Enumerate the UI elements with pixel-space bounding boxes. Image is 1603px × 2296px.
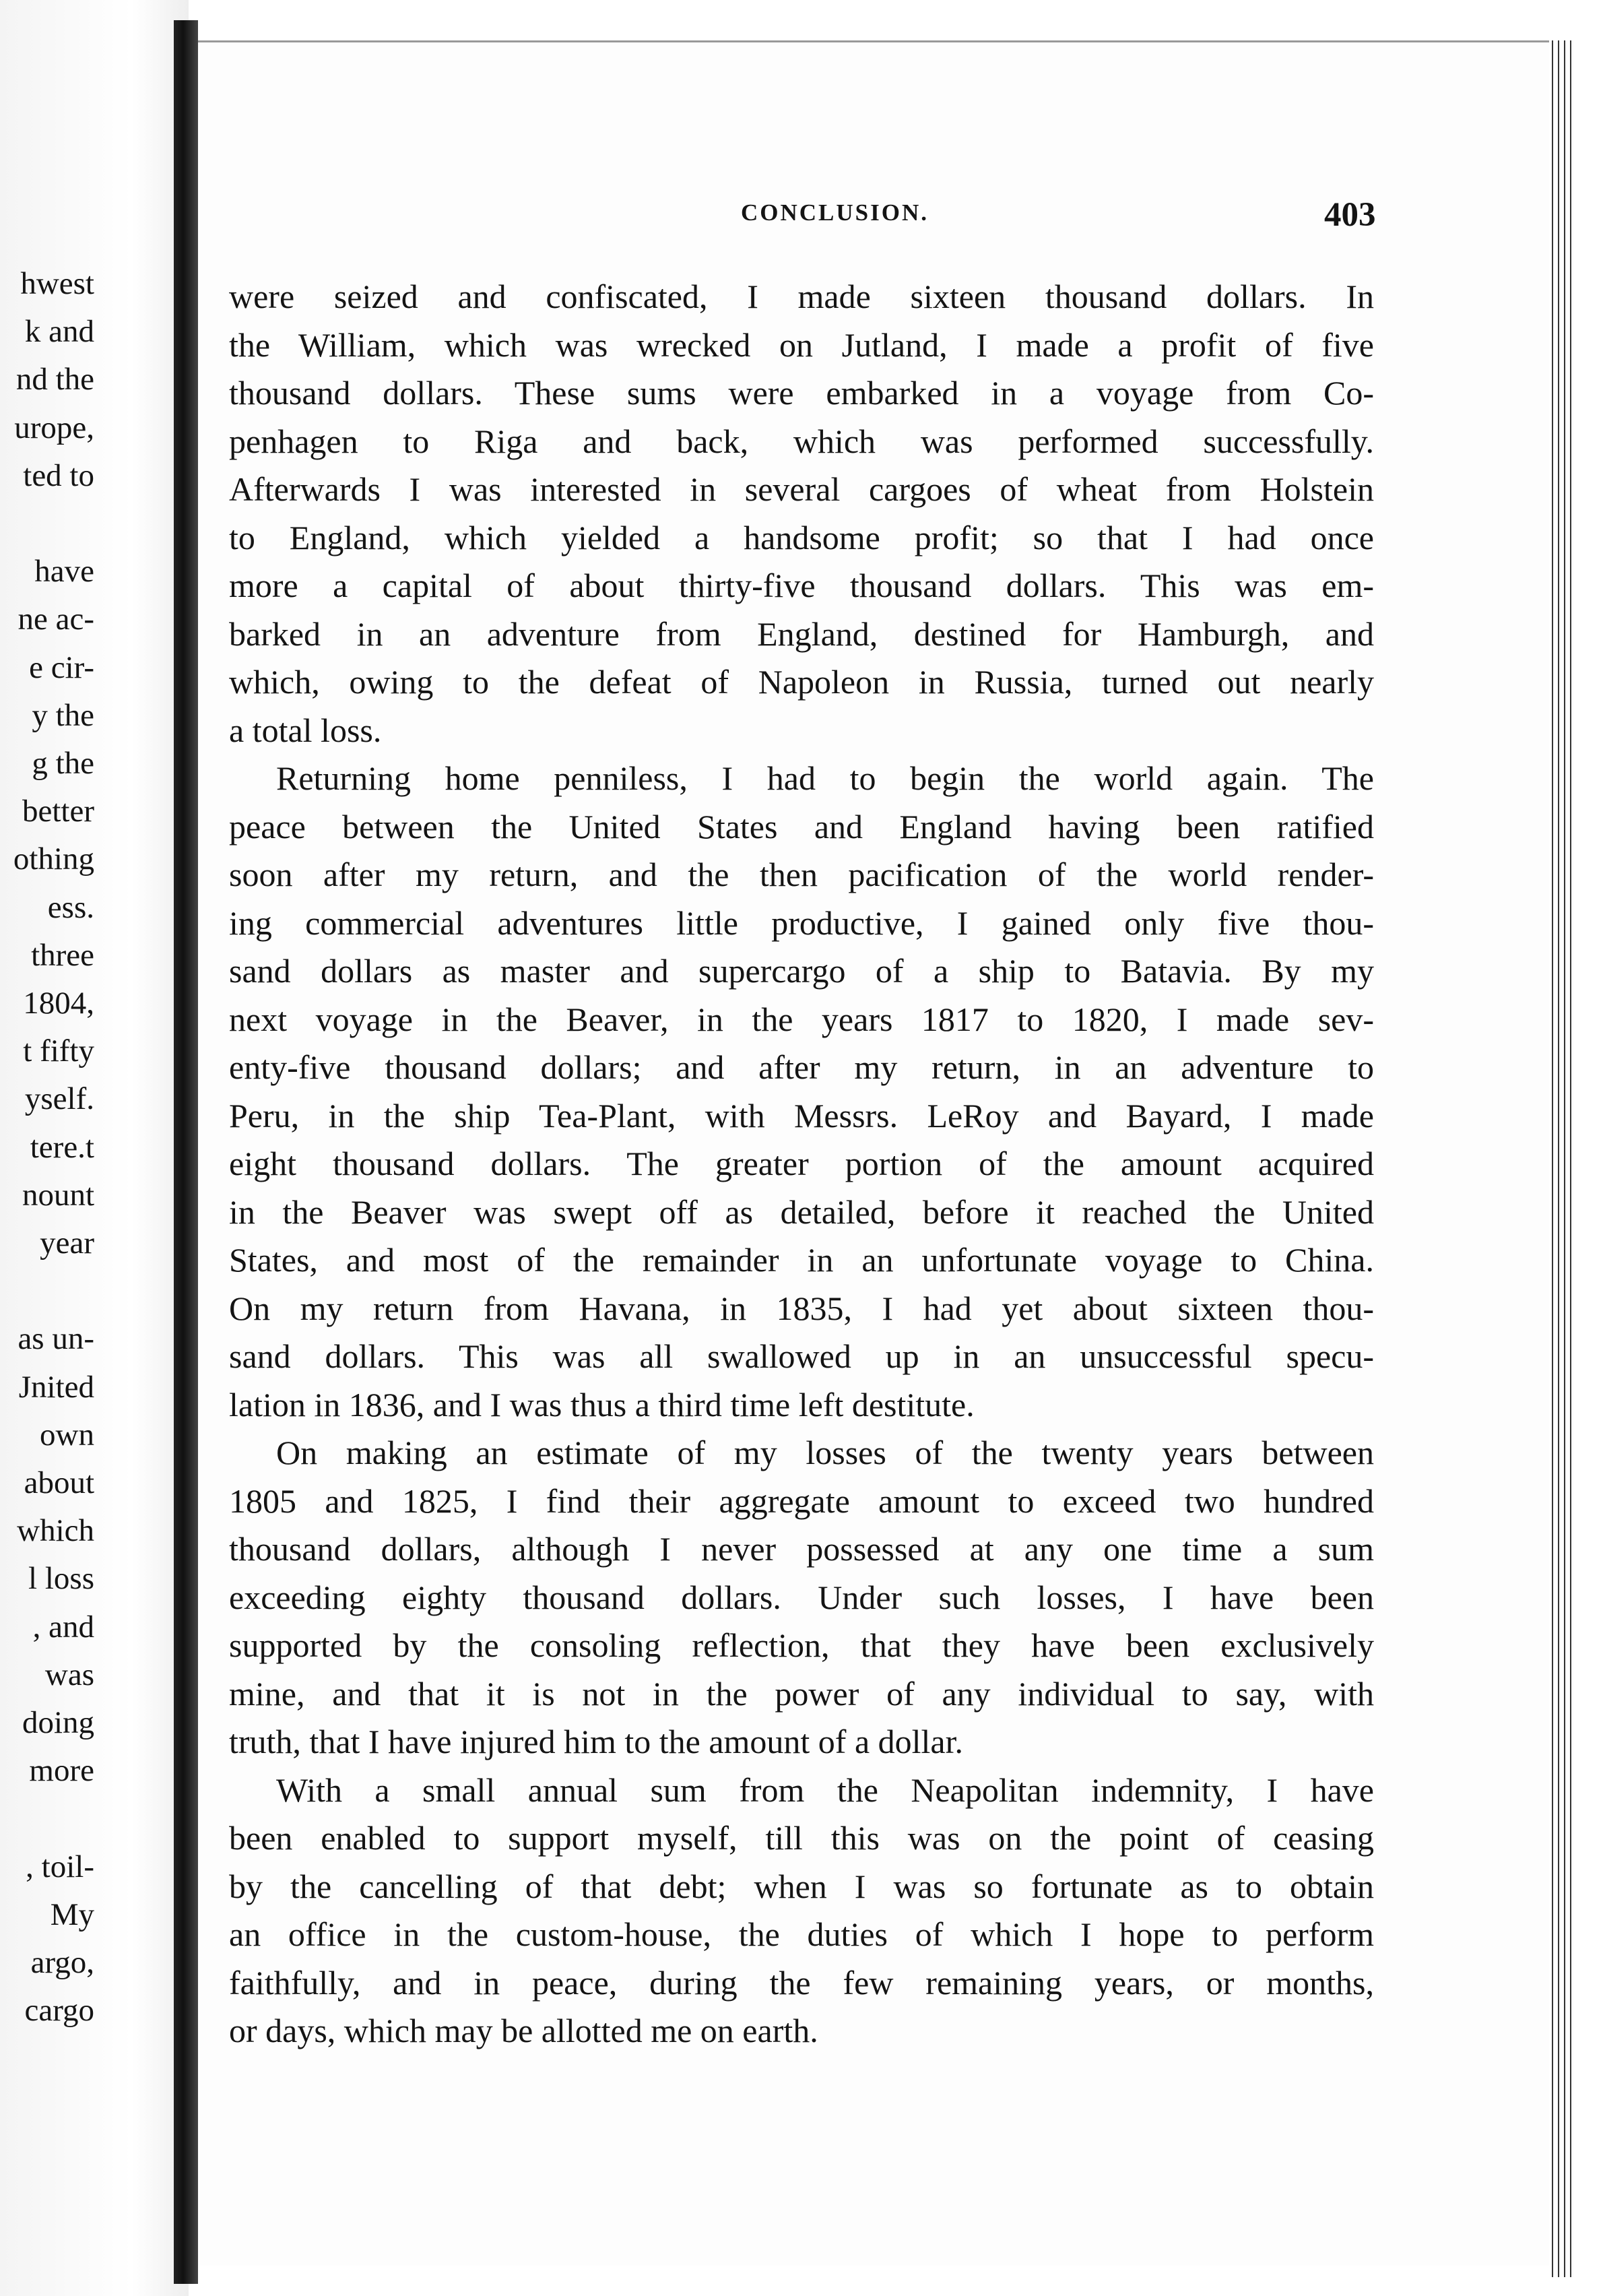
text-line: an office in the custom-house, the duties of which I hope to perform [229,1915,1374,1953]
text-line: ing commercial adventures little productive, I gained only five thou- [229,903,1374,942]
previous-page-fragment: argo, [30,1945,94,1980]
previous-page-fragment: y the [32,697,94,733]
text-line: Afterwards I was interested in several cargoes of wheat from Holstein [229,470,1374,508]
text-line: On making an estimate of my losses of the twenty years between [276,1434,1374,1471]
previous-page-fragment: was [44,1657,94,1692]
previous-page-fragment: yself. [24,1081,94,1117]
previous-page-fragment: urope, [14,410,94,445]
previous-page-fragment: hwest [20,266,94,301]
text-line: were seized and confiscated, I made sixteen thousand dollars. In [229,278,1374,315]
text-line: soon after my return, and the then pacification of the world render- [229,856,1374,893]
text-line: sand dollars. This was all swallowed up in an unsuccessful specu- [229,1337,1374,1375]
previous-page-fragment: Jnited [18,1369,94,1405]
text-line: 1805 and 1825, I find their aggregate amount to exceed two hundred [229,1481,1374,1520]
previous-page-fragment: ess. [47,889,94,925]
text-line: next voyage in the Beaver, in the years 1817 to 1820, I made sev- [229,1000,1374,1038]
body-text [229,273,1374,2055]
text-line: peace between the United States and England having been ratified [229,807,1374,846]
previous-page-fragment: have [34,554,94,589]
previous-page-fragment: doing [22,1705,94,1740]
text-line: thousand dollars, although I never possessed at any one time a sum [229,1530,1374,1568]
previous-page-fragment: ne ac- [18,602,94,637]
text-line: With a small annual sum from the Neapolitan indemnity, I have [276,1771,1374,1809]
text-line: which, owing to the defeat of Napoleon in Russia, turned out nearly [229,663,1374,701]
previous-page-fragment: more [29,1753,94,1789]
previous-page-fragment: l loss [28,1561,94,1597]
running-head: CONCLUSION. [741,199,929,226]
previous-page-fragment: cargo [24,1993,94,2029]
text-line: by the cancelling of that debt; when I was so fortunate as to obtain [229,1867,1374,1905]
paragraph [229,273,1374,755]
text-line: in the Beaver was swept off as detailed, before it reached the United [229,1192,1374,1231]
previous-page-fragment: g the [32,746,94,781]
previous-page-fragment: own [40,1417,94,1453]
text-line: States, and most of the remainder in an unfortunate voyage to China. [229,1241,1374,1279]
previous-page-fragment: ted to [23,457,94,493]
previous-page-fragment: about [24,1465,94,1500]
text-line: mine, and that it is not in the power of any individual to say, with [229,1674,1374,1713]
text-line: the William, which was wrecked on Jutland, I made a profit of five [229,325,1374,364]
paragraph [229,1429,1374,1766]
text-line: thousand dollars. These sums were embarked in a voyage from Co- [229,374,1374,412]
previous-page-fragment: nd the [15,362,94,397]
previous-page-fragment: tere.t [30,1129,94,1165]
text-line: lation in 1836, and I was thus a third time left destitute. [229,1385,975,1424]
text-line: Returning home penniless, I had to begin the world again. The [276,759,1374,797]
previous-page-fragment: three [31,937,94,973]
page-edge-stack [1549,40,1576,2277]
text-line: eight thousand dollars. The greater portion of the amount acquired [229,1145,1374,1182]
text-line: faithfully, and in peace, during the few remaining years, or months, [229,1963,1374,2002]
text-line: more a capital of about thirty-five thousand dollars. This was em- [229,567,1374,604]
previous-page-fragment: , and [32,1609,94,1645]
text-line: On my return from Havana, in 1835, I had yet about sixteen thou- [229,1289,1374,1327]
book-gutter [174,20,198,2284]
page-number: 403 [1324,196,1376,234]
previous-page-fragment: 1804, [23,986,94,1021]
previous-page-fragment: My [50,1896,94,1932]
text-line: barked in an adventure from England, destined for Hamburgh, and [229,614,1374,653]
previous-page-fragment: k and [24,314,94,350]
text-line: or days, which may be allotted me on earth. [229,2012,818,2049]
text-line: Peru, in the ship Tea-Plant, with Messrs. LeRoy and Bayard, I made [229,1096,1374,1135]
previous-page-fragment: e cir- [29,649,94,685]
previous-page-fragment: better [22,794,94,829]
previous-page-fragment: as un- [18,1321,94,1357]
previous-page-fragment: , toil- [26,1849,94,1884]
text-line: been enabled to support myself, till this was on the point of ceasing [229,1819,1374,1857]
text-line: truth, that I have injured him to the amount of a dollar. [229,1723,964,1760]
previous-page-fragment: nount [22,1177,94,1213]
paragraph [229,755,1374,1429]
text-line: exceeding eighty thousand dollars. Under such losses, I have been [229,1578,1374,1616]
text-line: sand dollars as master and supercargo of a ship to Batavia. By my [229,952,1374,990]
previous-page-fragment: othing [13,841,94,877]
text-line: supported by the consoling reflection, that they have been exclusively [229,1626,1374,1664]
text-line: a total loss. [229,711,382,749]
text-line: enty-five thousand dollars; and after my return, in an adventure to [229,1048,1374,1086]
previous-page-fragment: t fifty [23,1033,94,1069]
previous-page-fragment: year [40,1225,94,1261]
previous-page-fragment: which [17,1513,94,1549]
paragraph [229,1766,1374,2055]
text-line: to England, which yielded a handsome profit; so that I had once [229,518,1374,556]
text-line: penhagen to Riga and back, which was performed successfully. [229,422,1374,460]
